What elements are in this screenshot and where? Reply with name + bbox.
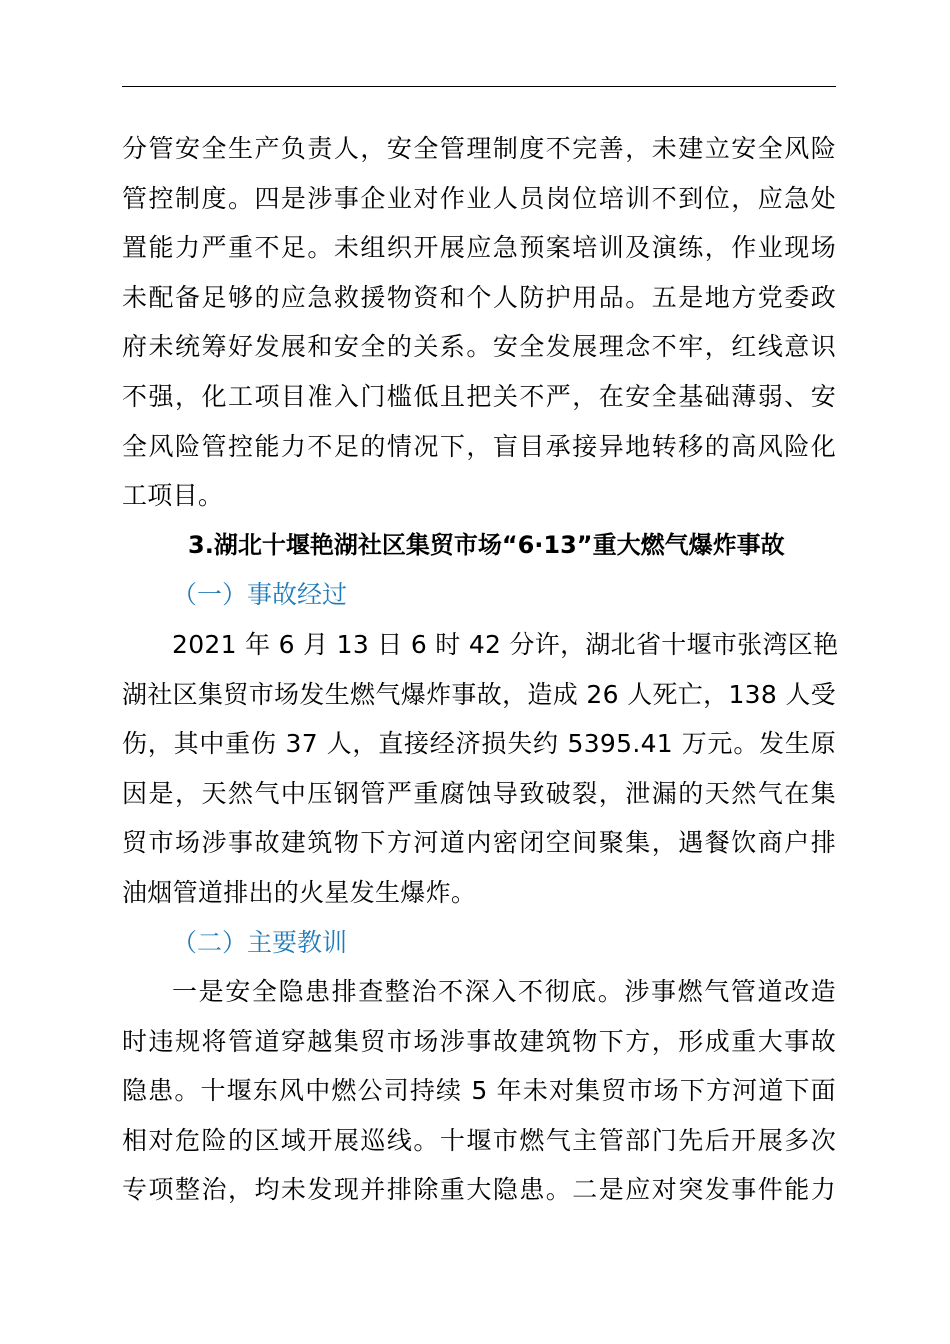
document-body bbox=[122, 124, 839, 1215]
text-line: 未配备足够的应急救援物资和个人防护用品。五是地方党委政 bbox=[122, 282, 836, 312]
header-rule bbox=[122, 86, 836, 87]
text-line: 时违规将管道穿越集贸市场涉事故建筑物下方，形成重大事故 bbox=[122, 1026, 836, 1056]
subheading-accident-process: （一）事故经过 bbox=[172, 580, 348, 610]
text-line: 湖社区集贸市场发生燃气爆炸事故，造成 26 人死亡，138 人受 bbox=[122, 679, 836, 709]
text-line: 油烟管道排出的火星发生爆炸。 bbox=[122, 877, 477, 907]
text-line: 相对危险的区域开展巡线。十堰市燃气主管部门先后开展多次 bbox=[122, 1125, 836, 1155]
paragraph-lessons-continued bbox=[122, 124, 836, 521]
text-line: 专项整治，均未发现并排除重大隐患。二是应对突发事件能力 bbox=[122, 1175, 836, 1205]
paragraph-accident-process bbox=[122, 620, 839, 918]
text-line: 2021 年 6 月 13 日 6 时 42 分许，湖北省十堰市张湾区艳 bbox=[172, 629, 839, 659]
text-line: 全风险管控能力不足的情况下，盲目承接异地转移的高风险化 bbox=[122, 431, 836, 461]
text-line: 贸市场涉事故建筑物下方河道内密闭空间聚集，遇餐饮商户排 bbox=[122, 828, 836, 858]
paragraph-main-lessons bbox=[122, 967, 836, 1215]
text-line: 隐患。十堰东风中燃公司持续 5 年未对集贸市场下方河道下面 bbox=[122, 1076, 836, 1106]
subheading-main-lessons: （二）主要教训 bbox=[172, 927, 348, 957]
text-line: 分管安全生产负责人，安全管理制度不完善，未建立安全风险 bbox=[122, 134, 836, 163]
text-line: 伤，其中重伤 37 人，直接经济损失约 5395.41 万元。发生原 bbox=[122, 729, 836, 759]
text-line: 府未统筹好发展和安全的关系。安全发展理念不牢，红线意识 bbox=[122, 332, 836, 362]
text-line: 工项目。 bbox=[122, 481, 224, 511]
text-line: 因是，天然气中压钢管严重腐蚀导致破裂，泄漏的天然气在集 bbox=[122, 778, 836, 808]
text-line: 置能力严重不足。未组织开展应急预案培训及演练，作业现场 bbox=[122, 233, 836, 263]
section-title: 3.湖北十堰艳湖社区集贸市场“6·13”重大燃气爆炸事故 bbox=[188, 530, 785, 559]
text-line: 不强，化工项目准入门槛低且把关不严，在安全基础薄弱、安 bbox=[122, 381, 836, 411]
text-line: 一是安全隐患排查整治不深入不彻底。涉事燃气管道改造 bbox=[172, 977, 836, 1007]
text-line: 管控制度。四是涉事企业对作业人员岗位培训不到位，应急处 bbox=[122, 183, 836, 213]
